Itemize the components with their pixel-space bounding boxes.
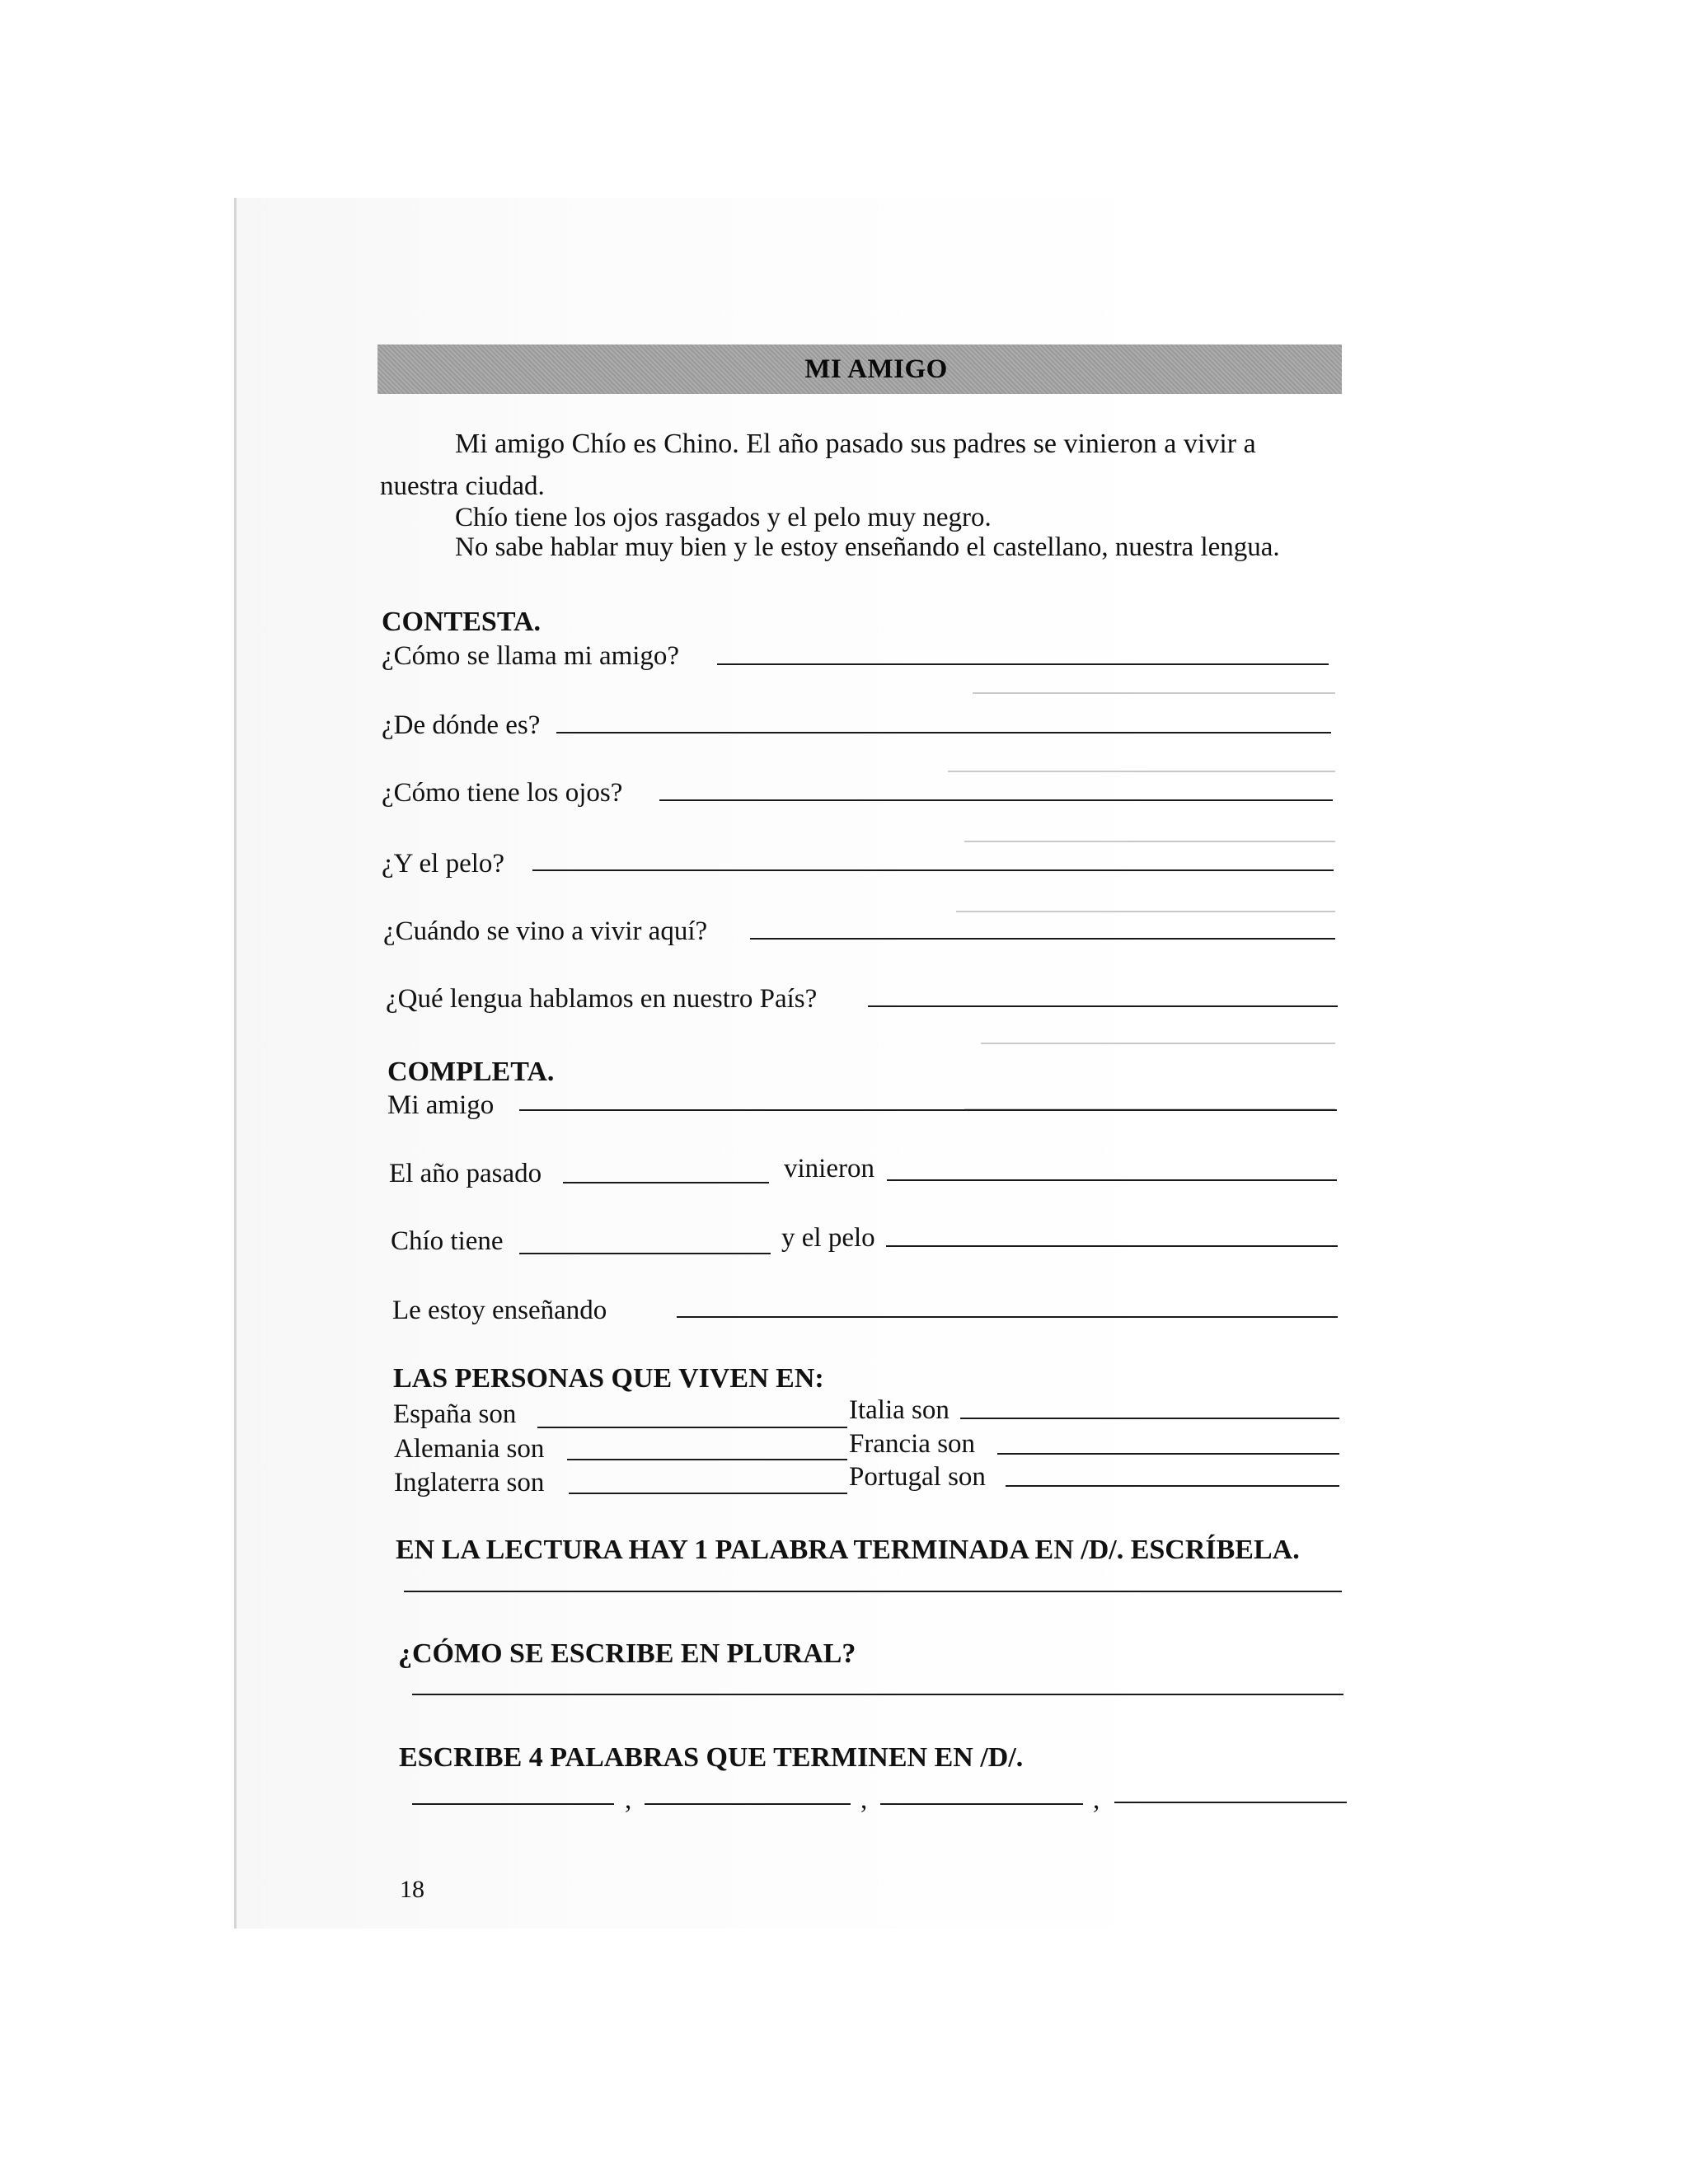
page-title: MI AMIGO xyxy=(804,354,948,384)
bleed-line xyxy=(956,911,1335,912)
persona-line-inglaterra[interactable] xyxy=(569,1493,847,1494)
contesta-heading: CONTESTA. xyxy=(382,607,542,637)
persona-espana: España son xyxy=(393,1399,517,1429)
comma-3: , xyxy=(1093,1785,1100,1815)
word-line-4[interactable] xyxy=(1114,1802,1347,1803)
completa-line-pelo[interactable] xyxy=(886,1245,1338,1247)
lectura-answer-line[interactable] xyxy=(404,1591,1342,1592)
page-number: 18 xyxy=(400,1876,424,1903)
completa-le-estoy: Le estoy enseñando xyxy=(392,1296,607,1325)
word-line-2[interactable] xyxy=(645,1803,851,1805)
persona-line-italia[interactable] xyxy=(960,1418,1339,1419)
comma-1: , xyxy=(625,1785,632,1815)
word-line-3[interactable] xyxy=(880,1803,1083,1805)
personas-heading: LAS PERSONAS QUE VIVEN EN: xyxy=(393,1363,824,1394)
bleed-line xyxy=(964,841,1335,842)
answer-line-1[interactable] xyxy=(717,663,1329,665)
question-2: ¿De dónde es? xyxy=(382,710,541,740)
persona-line-espana[interactable] xyxy=(537,1427,847,1428)
persona-alemania: Alemania son xyxy=(394,1434,545,1464)
completa-line-mi-amigo[interactable] xyxy=(519,1109,1337,1111)
completa-y-el-pelo: y el pelo xyxy=(781,1223,875,1253)
reading-line-3: Chío tiene los ojos rasgados y el pelo muy negro. xyxy=(455,503,992,532)
answer-line-6[interactable] xyxy=(868,1005,1338,1007)
completa-mi-amigo: Mi amigo xyxy=(387,1090,495,1120)
persona-line-alemania[interactable] xyxy=(567,1459,847,1460)
reading-line-2: nuestra ciudad. xyxy=(380,471,545,501)
persona-portugal: Portugal son xyxy=(849,1462,986,1492)
question-3: ¿Cómo tiene los ojos? xyxy=(382,778,623,808)
reading-line-4: No sabe hablar muy bien y le estoy enseñando el castellano, nuestra lengua. xyxy=(455,532,1280,562)
persona-inglaterra: Inglaterra son xyxy=(394,1468,545,1497)
answer-line-2[interactable] xyxy=(556,732,1331,733)
completa-vinieron: vinieron xyxy=(784,1154,874,1183)
persona-francia: Francia son xyxy=(849,1429,976,1459)
escribe-heading: ESCRIBE 4 PALABRAS QUE TERMINEN EN /D/. xyxy=(399,1742,1024,1773)
completa-line-ano-pasado[interactable] xyxy=(563,1182,769,1183)
bleed-line xyxy=(948,771,1335,772)
completa-heading: COMPLETA. xyxy=(387,1057,555,1087)
plural-heading: ¿CÓMO SE ESCRIBE EN PLURAL? xyxy=(398,1638,856,1669)
bleed-line xyxy=(981,1043,1335,1044)
completa-line-vinieron[interactable] xyxy=(887,1179,1337,1181)
word-line-1[interactable] xyxy=(412,1803,614,1805)
title-banner xyxy=(377,344,1342,394)
completa-el-ano-pasado: El año pasado xyxy=(389,1159,542,1188)
question-4: ¿Y el pelo? xyxy=(382,849,505,879)
answer-line-4[interactable] xyxy=(532,869,1334,871)
lectura-heading: EN LA LECTURA HAY 1 PALABRA TERMINADA EN /D/. ESCRÍBELA. xyxy=(396,1535,1300,1565)
reading-line-1: Mi amigo Chío es Chino. El año pasado sus padres se vinieron a vivir a xyxy=(455,429,1256,459)
page-edge xyxy=(234,198,237,1929)
plural-answer-line[interactable] xyxy=(412,1694,1343,1695)
question-1: ¿Cómo se llama mi amigo? xyxy=(382,641,680,671)
answer-line-5[interactable] xyxy=(750,938,1335,940)
completa-chio-tiene: Chío tiene xyxy=(391,1226,504,1256)
persona-line-francia[interactable] xyxy=(997,1453,1339,1455)
bleed-line xyxy=(973,692,1335,694)
persona-line-portugal[interactable] xyxy=(1006,1485,1339,1487)
question-5: ¿Cuándo se vino a vivir aquí? xyxy=(383,916,708,946)
completa-line-chio-tiene[interactable] xyxy=(519,1253,771,1254)
comma-2: , xyxy=(860,1785,868,1815)
answer-line-3[interactable] xyxy=(659,799,1333,801)
persona-italia: Italia son xyxy=(849,1395,950,1425)
completa-line-le-estoy[interactable] xyxy=(677,1316,1338,1318)
question-6: ¿Qué lengua hablamos en nuestro País? xyxy=(386,984,818,1014)
